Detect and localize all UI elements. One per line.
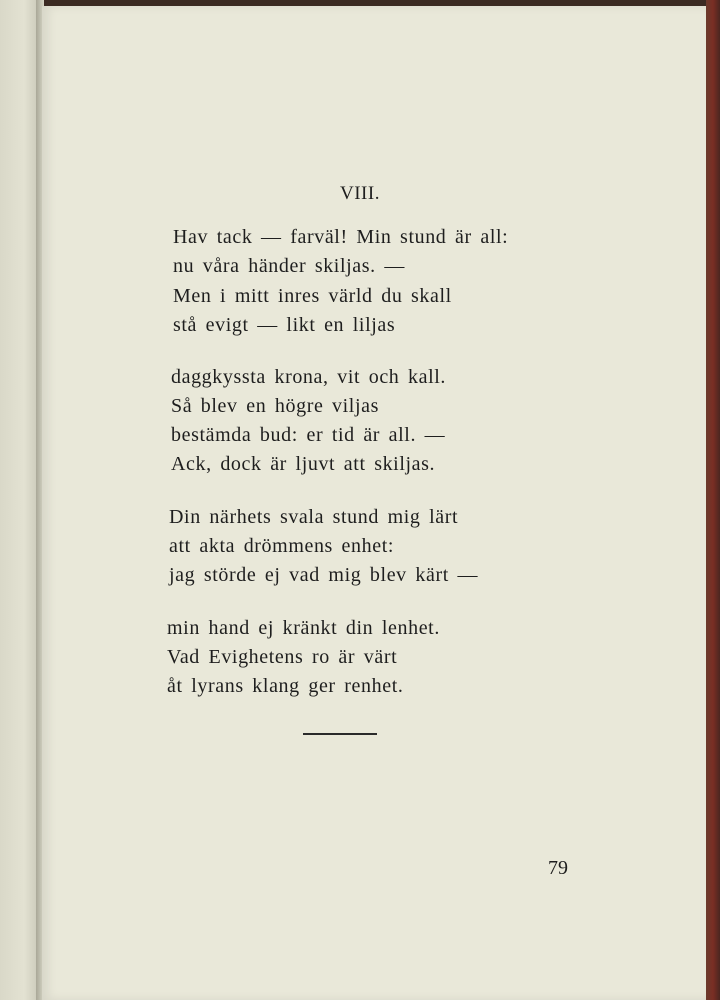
section-divider-rule [303, 733, 377, 735]
poem-line: bestämda bud: er tid är all. — [171, 424, 446, 446]
page-number: 79 [548, 857, 568, 879]
facing-page-edge [0, 0, 40, 1000]
poem-line: daggkyssta krona, vit och kall. [171, 366, 446, 388]
poem-line: Hav tack — farväl! Min stund är all: [173, 226, 509, 248]
poem-line: Så blev en högre viljas [171, 395, 379, 417]
poem-line: stå evigt — likt en liljas [173, 314, 396, 336]
book-cover-edge [706, 0, 720, 1000]
section-title: VIII. [340, 183, 380, 204]
poem-line: nu våra händer skiljas. — [173, 255, 405, 277]
poem-line: Men i mitt inres värld du skall [173, 285, 452, 307]
poem-line: Vad Evighetens ro är värt [167, 646, 398, 668]
poem-line: Ack, dock är ljuvt att skiljas. [171, 453, 436, 475]
poem-line: min hand ej kränkt din lenhet. [167, 617, 440, 639]
poem-line: att akta drömmens enhet: [169, 535, 395, 557]
page [42, 6, 708, 1000]
poem-line: Din närhets svala stund mig lärt [169, 506, 459, 528]
poem-line: åt lyrans klang ger renhet. [167, 675, 404, 697]
poem-line: jag störde ej vad mig blev kärt — [169, 564, 479, 586]
